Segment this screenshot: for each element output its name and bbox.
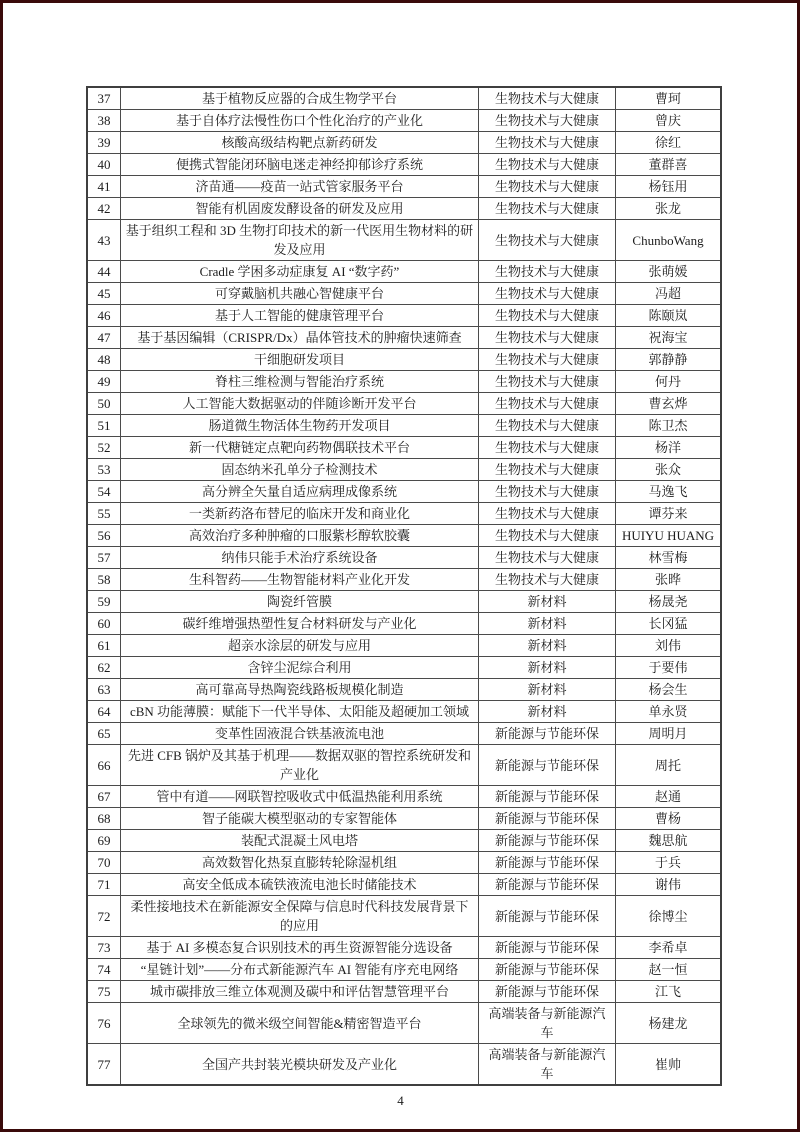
table-row — [87, 830, 721, 852]
person-name-cell: ChunboWang — [616, 220, 722, 261]
person-name-cell: 杨建龙 — [616, 1003, 722, 1044]
category-cell: 新能源与节能环保 — [479, 745, 616, 786]
table-row — [87, 613, 721, 635]
category-cell: 新材料 — [479, 679, 616, 701]
project-name-cell: 高安全低成本硫铁液流电池长时储能技术 — [121, 874, 479, 896]
table-row — [87, 679, 721, 701]
project-name-cell: 高效数智化热泵直膨转轮除湿机组 — [121, 852, 479, 874]
category-cell: 生物技术与大健康 — [479, 459, 616, 481]
category-cell: 新材料 — [479, 613, 616, 635]
person-name-cell: 冯超 — [616, 283, 722, 305]
table-row — [87, 937, 721, 959]
project-name-cell: 固态纳米孔单分子检测技术 — [121, 459, 479, 481]
person-name-cell: 杨晟尧 — [616, 591, 722, 613]
category-cell: 生物技术与大健康 — [479, 393, 616, 415]
person-name-cell: 周明月 — [616, 723, 722, 745]
person-name-cell: 陈颐岚 — [616, 305, 722, 327]
category-cell: 生物技术与大健康 — [479, 154, 616, 176]
project-name-cell: 高效治疗多种肿瘤的口服紫杉醇软胶囊 — [121, 525, 479, 547]
row-number-cell: 76 — [87, 1003, 121, 1044]
category-cell: 生物技术与大健康 — [479, 547, 616, 569]
person-name-cell: 谢伟 — [616, 874, 722, 896]
row-number-cell: 53 — [87, 459, 121, 481]
row-number-cell: 65 — [87, 723, 121, 745]
person-name-cell: 刘伟 — [616, 635, 722, 657]
project-name-cell: 生科智药——生物智能材料产业化开发 — [121, 569, 479, 591]
row-number-cell: 50 — [87, 393, 121, 415]
category-cell: 生物技术与大健康 — [479, 176, 616, 198]
row-number-cell: 56 — [87, 525, 121, 547]
project-name-cell: 全国产共封装光模块研发及产业化 — [121, 1044, 479, 1086]
row-number-cell: 66 — [87, 745, 121, 786]
table-row — [87, 393, 721, 415]
page-number: 4 — [397, 1093, 404, 1108]
table-row — [87, 371, 721, 393]
category-cell: 生物技术与大健康 — [479, 198, 616, 220]
table-body — [87, 87, 721, 1085]
person-name-cell: 崔帅 — [616, 1044, 722, 1086]
person-name-cell: 何丹 — [616, 371, 722, 393]
category-cell: 生物技术与大健康 — [479, 415, 616, 437]
project-name-cell: 干细胞研发项目 — [121, 349, 479, 371]
person-name-cell: 陈卫杰 — [616, 415, 722, 437]
category-cell: 新材料 — [479, 591, 616, 613]
table-row — [87, 327, 721, 349]
project-name-cell: 碳纤维增强热塑性复合材料研发与产业化 — [121, 613, 479, 635]
person-name-cell: 江飞 — [616, 981, 722, 1003]
category-cell: 生物技术与大健康 — [479, 261, 616, 283]
category-cell: 新能源与节能环保 — [479, 896, 616, 937]
row-number-cell: 69 — [87, 830, 121, 852]
project-name-cell: cBN 功能薄膜：赋能下一代半导体、太阳能及超硬加工领域 — [121, 701, 479, 723]
category-cell: 生物技术与大健康 — [479, 437, 616, 459]
category-cell: 新能源与节能环保 — [479, 981, 616, 1003]
person-name-cell: 魏思航 — [616, 830, 722, 852]
project-name-cell: 含锌尘泥综合利用 — [121, 657, 479, 679]
project-name-cell: 高分辨全矢量自适应病理成像系统 — [121, 481, 479, 503]
project-name-cell: 核酸高级结构靶点新药研发 — [121, 132, 479, 154]
project-name-cell: 脊柱三维检测与智能治疗系统 — [121, 371, 479, 393]
project-name-cell: 智子能碳大模型驱动的专家智能体 — [121, 808, 479, 830]
table-row — [87, 786, 721, 808]
project-name-cell: 人工智能大数据驱动的伴随诊断开发平台 — [121, 393, 479, 415]
table-row — [87, 349, 721, 371]
person-name-cell: 于要伟 — [616, 657, 722, 679]
row-number-cell: 43 — [87, 220, 121, 261]
row-number-cell: 45 — [87, 283, 121, 305]
project-name-cell: 智能有机固废发酵设备的研发及应用 — [121, 198, 479, 220]
category-cell: 新能源与节能环保 — [479, 937, 616, 959]
category-cell: 生物技术与大健康 — [479, 525, 616, 547]
project-name-cell: 基于组织工程和 3D 生物打印技术的新一代医用生物材料的研发及应用 — [121, 220, 479, 261]
category-cell: 生物技术与大健康 — [479, 349, 616, 371]
person-name-cell: 张萌媛 — [616, 261, 722, 283]
category-cell: 生物技术与大健康 — [479, 132, 616, 154]
category-cell: 生物技术与大健康 — [479, 503, 616, 525]
person-name-cell: 赵一恒 — [616, 959, 722, 981]
category-cell: 高端装备与新能源汽车 — [479, 1003, 616, 1044]
category-cell: 生物技术与大健康 — [479, 110, 616, 132]
row-number-cell: 62 — [87, 657, 121, 679]
table-row — [87, 874, 721, 896]
project-name-cell: 新一代糖链定点靶向药物偶联技术平台 — [121, 437, 479, 459]
project-name-cell: Cradle 学困多动症康复 AI “数字药” — [121, 261, 479, 283]
person-name-cell: 赵通 — [616, 786, 722, 808]
row-number-cell: 63 — [87, 679, 121, 701]
project-name-cell: 装配式混凝土风电塔 — [121, 830, 479, 852]
person-name-cell: 杨洋 — [616, 437, 722, 459]
row-number-cell: 74 — [87, 959, 121, 981]
row-number-cell: 60 — [87, 613, 121, 635]
project-name-cell: “星链计划”——分布式新能源汽车 AI 智能有序充电网络 — [121, 959, 479, 981]
table-row — [87, 525, 721, 547]
category-cell: 生物技术与大健康 — [479, 327, 616, 349]
table-row — [87, 87, 721, 110]
row-number-cell: 52 — [87, 437, 121, 459]
person-name-cell: 李希卓 — [616, 937, 722, 959]
row-number-cell: 72 — [87, 896, 121, 937]
person-name-cell: 曹杨 — [616, 808, 722, 830]
category-cell: 新能源与节能环保 — [479, 852, 616, 874]
person-name-cell: 单永贤 — [616, 701, 722, 723]
row-number-cell: 47 — [87, 327, 121, 349]
category-cell: 生物技术与大健康 — [479, 220, 616, 261]
project-name-cell: 管中有道——网联智控吸收式中低温热能利用系统 — [121, 786, 479, 808]
row-number-cell: 58 — [87, 569, 121, 591]
project-name-cell: 基于人工智能的健康管理平台 — [121, 305, 479, 327]
row-number-cell: 44 — [87, 261, 121, 283]
table-row — [87, 283, 721, 305]
table-row — [87, 745, 721, 786]
project-name-cell: 城市碳排放三维立体观测及碳中和评估智慧管理平台 — [121, 981, 479, 1003]
project-name-cell: 先进 CFB 锅炉及其基于机理——数据双驱的智控系统研发和产业化 — [121, 745, 479, 786]
project-name-cell: 基于基因编辑（CRISPR/Dx）晶体管技术的肿瘤快速筛查 — [121, 327, 479, 349]
person-name-cell: 杨会生 — [616, 679, 722, 701]
table-row — [87, 415, 721, 437]
person-name-cell: 周托 — [616, 745, 722, 786]
table-row — [87, 220, 721, 261]
table-row — [87, 852, 721, 874]
table-row — [87, 808, 721, 830]
table-row — [87, 437, 721, 459]
category-cell: 生物技术与大健康 — [479, 569, 616, 591]
project-name-cell: 基于 AI 多模态复合识别技术的再生资源智能分选设备 — [121, 937, 479, 959]
projects-table — [86, 86, 722, 1086]
category-cell: 生物技术与大健康 — [479, 283, 616, 305]
project-name-cell: 变革性固液混合铁基液流电池 — [121, 723, 479, 745]
table-row — [87, 569, 721, 591]
table-row — [87, 723, 721, 745]
person-name-cell: 张众 — [616, 459, 722, 481]
person-name-cell: 曹玄烨 — [616, 393, 722, 415]
category-cell: 新能源与节能环保 — [479, 959, 616, 981]
category-cell: 生物技术与大健康 — [479, 87, 616, 110]
row-number-cell: 70 — [87, 852, 121, 874]
person-name-cell: 于兵 — [616, 852, 722, 874]
category-cell: 新材料 — [479, 701, 616, 723]
table-row — [87, 110, 721, 132]
person-name-cell: 马逸飞 — [616, 481, 722, 503]
person-name-cell: 曾庆 — [616, 110, 722, 132]
person-name-cell: 张龙 — [616, 198, 722, 220]
project-name-cell: 陶瓷纤管膜 — [121, 591, 479, 613]
row-number-cell: 61 — [87, 635, 121, 657]
row-number-cell: 49 — [87, 371, 121, 393]
table-row — [87, 701, 721, 723]
person-name-cell: 徐博尘 — [616, 896, 722, 937]
row-number-cell: 75 — [87, 981, 121, 1003]
person-name-cell: 谭芬来 — [616, 503, 722, 525]
category-cell: 新能源与节能环保 — [479, 830, 616, 852]
row-number-cell: 68 — [87, 808, 121, 830]
table-row — [87, 896, 721, 937]
project-name-cell: 便携式智能闭环脑电迷走神经抑郁诊疗系统 — [121, 154, 479, 176]
project-name-cell: 基于植物反应器的合成生物学平台 — [121, 87, 479, 110]
row-number-cell: 57 — [87, 547, 121, 569]
table-row — [87, 198, 721, 220]
category-cell: 生物技术与大健康 — [479, 305, 616, 327]
category-cell: 生物技术与大健康 — [479, 371, 616, 393]
table-row — [87, 635, 721, 657]
person-name-cell: 杨钰用 — [616, 176, 722, 198]
person-name-cell: 祝海宝 — [616, 327, 722, 349]
person-name-cell: 曹珂 — [616, 87, 722, 110]
category-cell: 新能源与节能环保 — [479, 786, 616, 808]
table-row — [87, 1003, 721, 1044]
row-number-cell: 39 — [87, 132, 121, 154]
project-name-cell: 基于自体疗法慢性伤口个性化治疗的产业化 — [121, 110, 479, 132]
table-row — [87, 459, 721, 481]
table-row — [87, 1044, 721, 1086]
table-row — [87, 154, 721, 176]
row-number-cell: 71 — [87, 874, 121, 896]
category-cell: 新能源与节能环保 — [479, 723, 616, 745]
table-row — [87, 981, 721, 1003]
row-number-cell: 77 — [87, 1044, 121, 1086]
row-number-cell: 41 — [87, 176, 121, 198]
row-number-cell: 51 — [87, 415, 121, 437]
project-name-cell: 全球领先的微米级空间智能&精密智造平台 — [121, 1003, 479, 1044]
category-cell: 新材料 — [479, 657, 616, 679]
row-number-cell: 38 — [87, 110, 121, 132]
person-name-cell: 董群喜 — [616, 154, 722, 176]
project-name-cell: 可穿戴脑机共融心智健康平台 — [121, 283, 479, 305]
category-cell: 高端装备与新能源汽车 — [479, 1044, 616, 1086]
row-number-cell: 46 — [87, 305, 121, 327]
person-name-cell: 张晔 — [616, 569, 722, 591]
table-row — [87, 132, 721, 154]
table-row — [87, 481, 721, 503]
table-row — [87, 547, 721, 569]
person-name-cell: 林雪梅 — [616, 547, 722, 569]
person-name-cell: 徐红 — [616, 132, 722, 154]
table-row — [87, 305, 721, 327]
row-number-cell: 59 — [87, 591, 121, 613]
category-cell: 新能源与节能环保 — [479, 874, 616, 896]
table-row — [87, 657, 721, 679]
row-number-cell: 55 — [87, 503, 121, 525]
person-name-cell: HUIYU HUANG — [616, 525, 722, 547]
project-name-cell: 柔性接地技术在新能源安全保障与信息时代科技发展背景下的应用 — [121, 896, 479, 937]
table-row — [87, 176, 721, 198]
category-cell: 新材料 — [479, 635, 616, 657]
row-number-cell: 37 — [87, 87, 121, 110]
project-name-cell: 高可靠高导热陶瓷线路板规模化制造 — [121, 679, 479, 701]
person-name-cell: 郭静静 — [616, 349, 722, 371]
table-row — [87, 959, 721, 981]
row-number-cell: 48 — [87, 349, 121, 371]
project-name-cell: 肠道微生物活体生物药开发项目 — [121, 415, 479, 437]
row-number-cell: 40 — [87, 154, 121, 176]
person-name-cell: 长冈猛 — [616, 613, 722, 635]
category-cell: 生物技术与大健康 — [479, 481, 616, 503]
project-name-cell: 一类新药洛布替尼的临床开发和商业化 — [121, 503, 479, 525]
project-name-cell: 济苗通——疫苗一站式管家服务平台 — [121, 176, 479, 198]
row-number-cell: 73 — [87, 937, 121, 959]
table-row — [87, 591, 721, 613]
project-name-cell: 纳伟只能手术治疗系统设备 — [121, 547, 479, 569]
category-cell: 新能源与节能环保 — [479, 808, 616, 830]
table-row — [87, 261, 721, 283]
row-number-cell: 64 — [87, 701, 121, 723]
row-number-cell: 42 — [87, 198, 121, 220]
project-name-cell: 超亲水涂层的研发与应用 — [121, 635, 479, 657]
table-row — [87, 503, 721, 525]
row-number-cell: 67 — [87, 786, 121, 808]
row-number-cell: 54 — [87, 481, 121, 503]
